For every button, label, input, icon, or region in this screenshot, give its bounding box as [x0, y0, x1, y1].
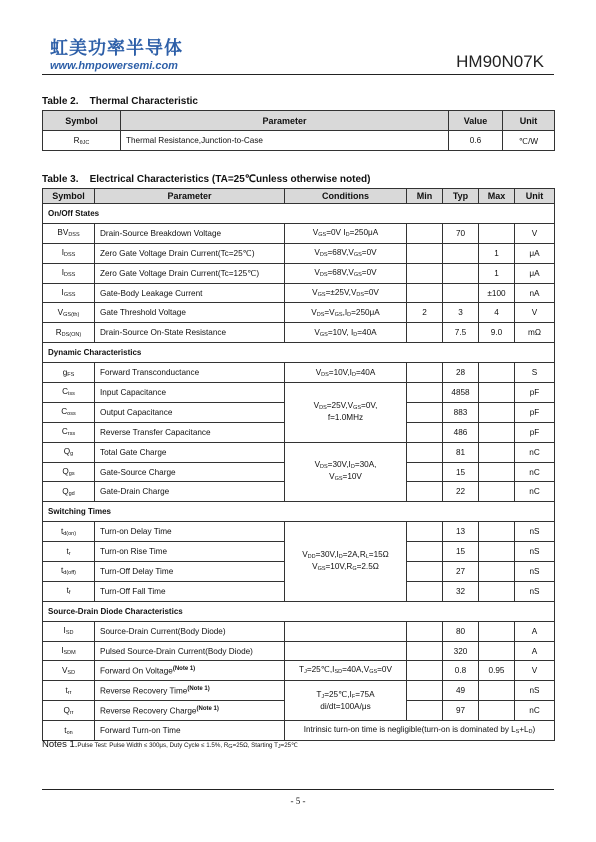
cell-parameter: Gate-Source Charge [95, 462, 285, 482]
section-row [43, 502, 555, 522]
cell-conditions-vsd: $T_J=25℃,I_{SD}=40A,V_{GS}=0V$ [285, 661, 407, 681]
cell-parameter: Forward Transconductance [95, 363, 285, 383]
section-row [43, 343, 555, 363]
cell-typ: 27 [443, 562, 479, 582]
cell-max [479, 482, 515, 502]
cell-unit: nC [515, 701, 555, 721]
cell-parameter: Turn-on Delay Time [95, 522, 285, 542]
cell-unit: A [515, 641, 555, 661]
cell-max [479, 641, 515, 661]
cell-parameter: Reverse Recovery Charge$^{(Note 1)}$ [95, 701, 285, 721]
table-row [43, 681, 555, 701]
cell-symbol: $C_{iss}$ [43, 383, 95, 403]
cell-min [407, 542, 443, 562]
cell-max [479, 383, 515, 403]
table-row [43, 363, 555, 383]
brand-logo [50, 38, 183, 73]
cell-unit: nS [515, 581, 555, 601]
cell-unit: V [515, 303, 555, 323]
header-parameter: Parameter [95, 189, 285, 204]
header-max: Max [479, 189, 515, 204]
cell-conditions: $V_{DS}=68V,V_{GS}=0V$ [285, 243, 407, 263]
cell-parameter: Reverse Transfer Capacitance [95, 422, 285, 442]
cell-min [407, 621, 443, 641]
cell-parameter: Thermal Resistance,Junction-to-Case [121, 131, 449, 151]
cell-conditions-recovery: $T_J=25℃,I_F=75A$ di/dt=100A/μs [285, 681, 407, 721]
table-row [43, 303, 555, 323]
cell-unit: V [515, 661, 555, 681]
section-row [43, 601, 555, 621]
cell-typ: 28 [443, 363, 479, 383]
header-unit: Unit [503, 111, 555, 131]
cell-symbol: $t_{on}$ [43, 721, 95, 741]
cell-max [479, 581, 515, 601]
cell-typ: 22 [443, 482, 479, 502]
cell-parameter: Turn-Off Delay Time [95, 562, 285, 582]
cell-typ: 15 [443, 462, 479, 482]
cell-min [407, 223, 443, 243]
cell-max: 4 [479, 303, 515, 323]
cell-conditions: $V_{GS}=10V$, $I_D=40A$ [285, 323, 407, 343]
cell-max [479, 223, 515, 243]
cell-min [407, 263, 443, 283]
header-typ: Typ [443, 189, 479, 204]
cell-unit: pF [515, 422, 555, 442]
table-row [43, 283, 555, 303]
section-switching: Switching Times [43, 502, 555, 522]
cell-parameter: Source-Drain Current(Body Diode) [95, 621, 285, 641]
cell-symbol: $R_{DS(ON)}$ [43, 323, 95, 343]
cell-symbol: $I_{SDM}$ [43, 641, 95, 661]
table-row [43, 621, 555, 641]
cell-parameter: Gate-Body Leakage Current [95, 283, 285, 303]
cell-max: ±100 [479, 283, 515, 303]
cell-unit: nC [515, 442, 555, 462]
section-dynamic: Dynamic Characteristics [43, 343, 555, 363]
cell-symbol: $I_{DSS}$ [43, 263, 95, 283]
cell-parameter: Zero Gate Voltage Drain Current(Tc=25℃) [95, 243, 285, 263]
cell-symbol: $g_{FS}$ [43, 363, 95, 383]
cell-typ: 49 [443, 681, 479, 701]
header-value: Value [449, 111, 503, 131]
cell-unit: nA [515, 283, 555, 303]
cell-min [407, 283, 443, 303]
cell-parameter: Input Capacitance [95, 383, 285, 403]
cell-unit: pF [515, 402, 555, 422]
cell-min: 2 [407, 303, 443, 323]
electrical-header-row [43, 189, 555, 204]
part-number: HM90N07K [456, 52, 544, 71]
cell-typ: 13 [443, 522, 479, 542]
cell-conditions-charge: $V_{DS}=30V,I_D=30A$, $V_{GS}=10V$ [285, 442, 407, 502]
cell-symbol: $I_{GSS}$ [43, 283, 95, 303]
cell-max: 1 [479, 243, 515, 263]
cell-max [479, 462, 515, 482]
cell-max: 0.95 [479, 661, 515, 681]
table-row [43, 721, 555, 741]
page-number: - 5 - [290, 796, 306, 806]
cell-max: 1 [479, 263, 515, 283]
cell-parameter: Output Capacitance [95, 402, 285, 422]
cell-typ: 32 [443, 581, 479, 601]
header-symbol: Symbol [43, 111, 121, 131]
table3-caption: Table 3. Electrical Characteristics (TA=25℃unless otherwise noted) [42, 174, 371, 185]
cell-unit: V [515, 223, 555, 243]
cell-typ: 486 [443, 422, 479, 442]
cell-conditions-capacitance: $V_{DS}=25V,V_{GS}=0V$, f=1.0MHz [285, 383, 407, 443]
notes-label: Notes 1. [42, 739, 78, 750]
cell-parameter: Gate-Drain Charge [95, 482, 285, 502]
cell-unit: S [515, 363, 555, 383]
cell-parameter: Gate Threshold Voltage [95, 303, 285, 323]
table-row [43, 522, 555, 542]
cell-min [407, 422, 443, 442]
section-diode: Source-Drain Diode Characteristics [43, 601, 555, 621]
cell-symbol: $t_f$ [43, 581, 95, 601]
cell-min [407, 402, 443, 422]
cell-parameter: Forward On Voltage$^{(Note 1)}$ [95, 661, 285, 681]
cell-max [479, 422, 515, 442]
cell-symbol: $t_{rr}$ [43, 681, 95, 701]
cell-parameter: Zero Gate Voltage Drain Current(Tc=125℃) [95, 263, 285, 283]
cell-max [479, 442, 515, 462]
cell-symbol: $R_{\theta JC}$ [43, 131, 121, 151]
table-row [43, 323, 555, 343]
brand-chinese-name: 虹美功率半导体 [50, 38, 183, 59]
header-min: Min [407, 189, 443, 204]
cell-unit: nC [515, 482, 555, 502]
cell-conditions-ton: Intrinsic turn-on time is negligible(turn-on is dominated by $L_S+L_D$) [285, 721, 555, 741]
cell-symbol: $C_{oss}$ [43, 402, 95, 422]
cell-min [407, 383, 443, 403]
cell-max [479, 522, 515, 542]
thermal-table [42, 110, 555, 151]
cell-unit: μA [515, 243, 555, 263]
cell-unit: nS [515, 542, 555, 562]
cell-parameter: Drain-Source Breakdown Voltage [95, 223, 285, 243]
cell-max [479, 681, 515, 701]
table-row [43, 641, 555, 661]
cell-typ: 320 [443, 641, 479, 661]
table-row [43, 263, 555, 283]
section-onoff: On/Off States [43, 204, 555, 224]
cell-conditions: $V_{DS}=V_{GS},I_D=250\mu A$ [285, 303, 407, 323]
cell-symbol: $I_{DSS}$ [43, 243, 95, 263]
header-divider [42, 74, 554, 75]
cell-typ [443, 263, 479, 283]
cell-conditions [285, 641, 407, 661]
table2-caption: Table 2. Thermal Characteristic [42, 96, 198, 107]
cell-parameter: Forward Turn-on Time [95, 721, 285, 741]
cell-symbol: $I_{SD}$ [43, 621, 95, 641]
cell-symbol: $t_{d(on)}$ [43, 522, 95, 542]
section-row [43, 204, 555, 224]
cell-max: 9.0 [479, 323, 515, 343]
cell-min [407, 562, 443, 582]
cell-parameter: Turn-Off Fall Time [95, 581, 285, 601]
cell-typ: 7.5 [443, 323, 479, 343]
cell-typ: 4858 [443, 383, 479, 403]
header-conditions: Conditions [285, 189, 407, 204]
table-row [43, 442, 555, 462]
electrical-table [42, 188, 555, 741]
cell-value: 0.6 [449, 131, 503, 151]
cell-symbol: $Q_{gs}$ [43, 462, 95, 482]
cell-typ: 0.8 [443, 661, 479, 681]
cell-typ: 80 [443, 621, 479, 641]
cell-conditions: $V_{GS}=\pm 25V,V_{DS}=0V$ [285, 283, 407, 303]
cell-symbol: $BV_{DSS}$ [43, 223, 95, 243]
cell-max [479, 701, 515, 721]
cell-symbol: $C_{rss}$ [43, 422, 95, 442]
cell-parameter: Pulsed Source-Drain Current(Body Diode) [95, 641, 285, 661]
cell-min [407, 363, 443, 383]
cell-min [407, 681, 443, 701]
brand-website[interactable]: www.hmpowersemi.com [50, 60, 178, 72]
cell-symbol: $Q_g$ [43, 442, 95, 462]
cell-parameter: Turn-on Rise Time [95, 542, 285, 562]
cell-unit: pF [515, 383, 555, 403]
cell-unit: nS [515, 562, 555, 582]
cell-conditions-switching: $V_{DD}=30V,I_D=2A,R_L=15\Omega$ $V_{GS}=10V,R_G=2.5\Omega$ [285, 522, 407, 602]
cell-parameter: Reverse Recovery Time$^{(Note 1)}$ [95, 681, 285, 701]
cell-typ: 81 [443, 442, 479, 462]
cell-symbol: $t_r$ [43, 542, 95, 562]
cell-min [407, 323, 443, 343]
cell-min [407, 641, 443, 661]
thermal-row [43, 131, 555, 151]
cell-symbol: $t_{d(off)}$ [43, 562, 95, 582]
cell-typ: 3 [443, 303, 479, 323]
cell-unit: nC [515, 462, 555, 482]
cell-unit: nS [515, 522, 555, 542]
cell-typ: 70 [443, 223, 479, 243]
cell-conditions [285, 621, 407, 641]
cell-max [479, 402, 515, 422]
cell-parameter: Total Gate Charge [95, 442, 285, 462]
cell-max [479, 363, 515, 383]
cell-symbol: $V_{SD}$ [43, 661, 95, 681]
cell-min [407, 442, 443, 462]
cell-typ: 97 [443, 701, 479, 721]
cell-min [407, 243, 443, 263]
table-row [43, 383, 555, 403]
cell-typ [443, 283, 479, 303]
notes-text: Pulse Test: Pulse Width ≤ 300μs, Duty Cycle ≤ 1.5%, $R_G=25\Omega$, Starting $T_J=25℃$ [77, 742, 299, 750]
footer-divider [42, 789, 554, 790]
cell-conditions: $V_{GS}=0V$ $I_D=250\mu A$ [285, 223, 407, 243]
cell-min [407, 581, 443, 601]
table-row [43, 223, 555, 243]
cell-typ: 15 [443, 542, 479, 562]
cell-min [407, 661, 443, 681]
cell-symbol: $V_{GS(th)}$ [43, 303, 95, 323]
cell-min [407, 482, 443, 502]
cell-typ: 883 [443, 402, 479, 422]
cell-symbol: $Q_{gd}$ [43, 482, 95, 502]
cell-typ [443, 243, 479, 263]
header-parameter: Parameter [121, 111, 449, 131]
cell-parameter: Drain-Source On-State Resistance [95, 323, 285, 343]
cell-max [479, 621, 515, 641]
cell-min [407, 522, 443, 542]
thermal-header-row [43, 111, 555, 131]
table-row [43, 243, 555, 263]
cell-conditions: $V_{DS}=10V,I_D=40A$ [285, 363, 407, 383]
cell-conditions: $V_{DS}=68V,V_{GS}=0V$ [285, 263, 407, 283]
cell-unit: ℃/W [503, 131, 555, 151]
cell-unit: A [515, 621, 555, 641]
header-symbol: Symbol [43, 189, 95, 204]
cell-max [479, 542, 515, 562]
cell-min [407, 462, 443, 482]
cell-unit: μA [515, 263, 555, 283]
table-row [43, 661, 555, 681]
cell-symbol: $Q_{rr}$ [43, 701, 95, 721]
cell-unit: mΩ [515, 323, 555, 343]
cell-unit: nS [515, 681, 555, 701]
cell-max [479, 562, 515, 582]
header-unit: Unit [515, 189, 555, 204]
cell-min [407, 701, 443, 721]
notes [42, 739, 298, 750]
